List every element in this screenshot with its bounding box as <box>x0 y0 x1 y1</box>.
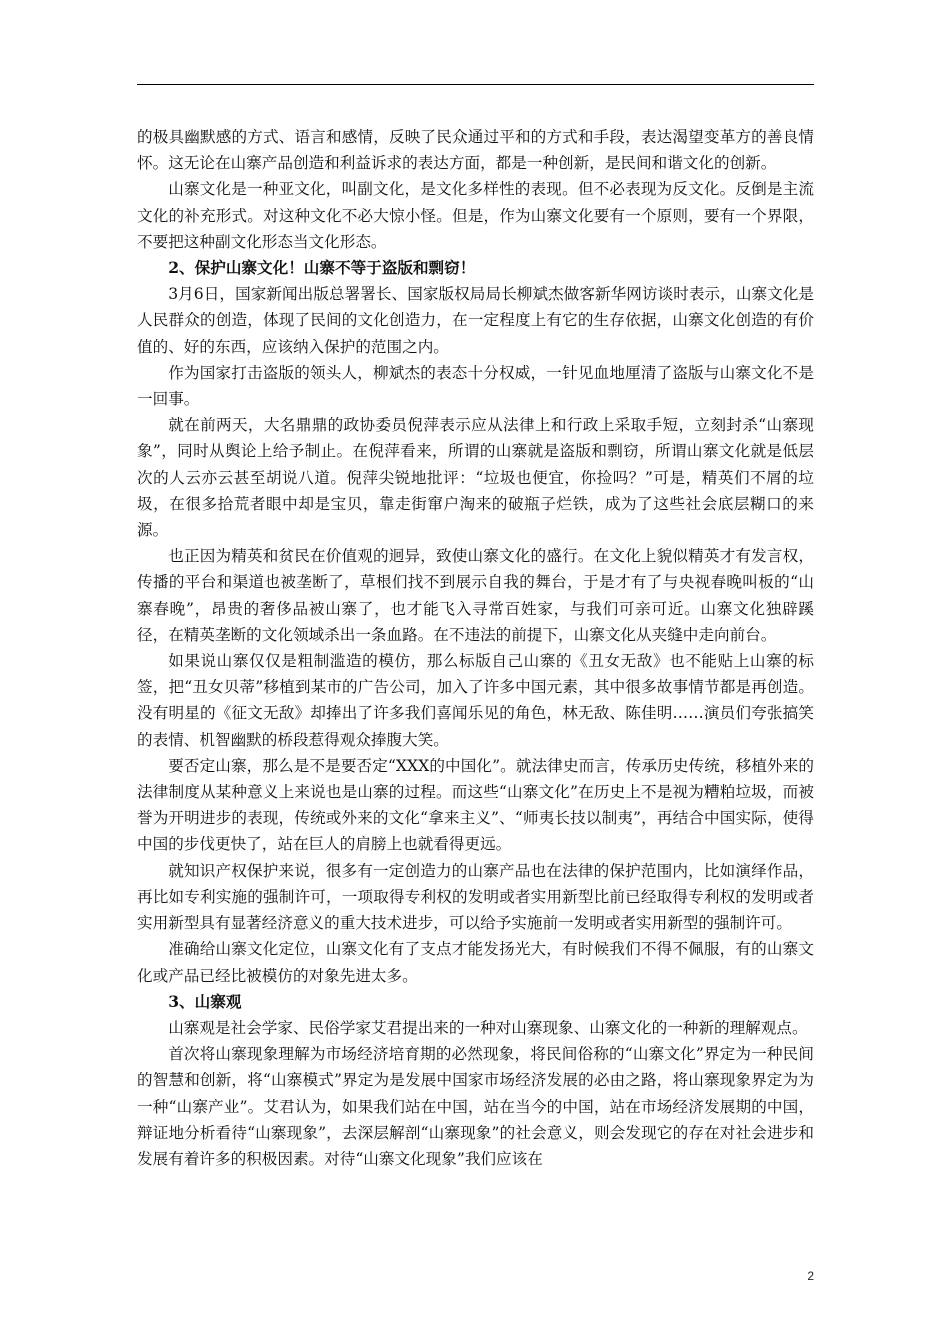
paragraph: 3月6日，国家新闻出版总署署长、国家版权局局长柳斌杰做客新华网访谈时表示，山寨文化是人民群众的创造，体现了民间的文化创造力，在一定程度上有它的生存依据，山寨文化创造的有价值的、好的东西，应该纳入保护的范围之内。 <box>137 285 814 356</box>
paragraph: 作为国家打击盗版的领头人，柳斌杰的表态十分权威，一针见血地厘清了盗版与山寨文化不是一回事。 <box>137 363 814 409</box>
paragraph: 山寨文化是一种亚文化，叫副文化，是文化多样性的表现。但不必表现为反文化。反倒是主流文化的补充形式。对这种文化不必大惊小怪。但是，作为山寨文化要有一个原则，要有一个界限，不要把这种副文化形态当文化形态。 <box>137 180 814 251</box>
paragraph: 要否定山寨，那么是不是要否定“XXX的中国化”。就法律史而言，传承历史传统，移植外来的法律制度从某种意义上来说也是山寨的过程。而这些“山寨文化”在历史上不是视为糟粕垃圾，而被誉为开明进步的表现，传统或外来的文化“拿来主义”、“师夷长技以制夷”，再结合中国实际，使得中国的步伐更快了，站在巨人的肩膀上也就看得更远。 <box>137 756 814 854</box>
paragraph: 就在前两天，大名鼎鼎的政协委员倪萍表示应从法律上和行政上采取手短，立刻封杀“山寨现象”，同时从舆论上给予制止。在倪萍看来，所谓的山寨就是盗版和剽窃，所谓山寨文化就是低层次的人云亦云甚至胡说八道。倪萍尖锐地批评：“垃圾也便宜，你捡吗？”可是，精英们不屑的垃圾，在很多拾荒者眼中却是宝贝，靠走街窜户淘来的破瓶子烂铁，成为了这些社会底层糊口的来源。 <box>137 416 814 540</box>
paragraph: 就知识产权保护来说，很多有一定创造力的山寨产品也在法律的保护范围内，比如演绎作品，再比如专利实施的强制许可，一项取得专利权的发明或者实用新型比前已经取得专利权的发明或者实用新型具有显著经济意义的重大技术进步，可以给予实施前一发明或者实用新型的强制许可。 <box>137 861 814 933</box>
paragraph: 的极具幽默感的方式、语言和感情，反映了民众通过平和的方式和手段，表达渴望变革方的善良情怀。这无论在山寨产品创造和利益诉求的表达方面，都是一种创新，是民间和谐文化的创新。 <box>137 128 814 173</box>
paragraph: 也正因为精英和贫民在价值观的迥异，致使山寨文化的盛行。在文化上貌似精英才有发言权，传播的平台和渠道也被垄断了，草根们找不到展示自我的舞台，于是才有了与央视春晚叫板的“山寨春晚”，昂贵的奢侈品被山寨了，也才能飞入寻常百姓家，与我们可亲可近。山寨文化独辟蹊径，在精英垄断的文化领域杀出一条血路。在不违法的前提下，山寨文化从夹缝中走向前台。 <box>137 547 814 644</box>
paragraph: 山寨观是社会学家、民俗学家艾君提出来的一种对山寨现象、山寨文化的一种新的理解观点。 <box>168 1018 808 1037</box>
document-body <box>137 124 814 1172</box>
paragraph: 准确给山寨文化定位，山寨文化有了支点才能发扬光大，有时候我们不得不佩服，有的山寨文化或产品已经比被模仿的对象先进太多。 <box>137 940 814 985</box>
section-heading: 3、山寨观 <box>168 991 242 1011</box>
paragraph: 首次将山寨现象理解为市场经济培育期的必然现象，将民间俗称的“山寨文化”界定为一种民间的智慧和创新，将“山寨模式”界定为是发展中国家市场经济发展的必由之路，将山寨现象界定为为一种“山寨产业”。艾君认为，如果我们站在中国，站在当今的中国，站在市场经济发展期的中国，辩证地分析看待“山寨现象”，去深层解剖“山寨现象”的社会意义，则会发现它的存在对社会进步和发展有着许多的积极因素。对待“山寨文化现象”我们应该在 <box>137 1045 814 1168</box>
paragraph: 如果说山寨仅仅是粗制滥造的模仿，那么标版自己山寨的《丑女无敌》也不能贴上山寨的标签，把“丑女贝蒂”移植到某市的广告公司，加入了许多中国元素，其中很多故事情节都是再创造。没有明星的《征文无敌》却捧出了许多我们喜闻乐见的角色，林无敌、陈佳明……演员们夸张搞笑的表情、机智幽默的桥段惹得观众捧腹大笑。 <box>137 652 814 749</box>
section-heading: 2、保护山寨文化！山寨不等于盗版和剽窃！ <box>168 258 476 278</box>
page-number: 2 <box>807 1269 814 1283</box>
header-rule <box>137 84 814 85</box>
